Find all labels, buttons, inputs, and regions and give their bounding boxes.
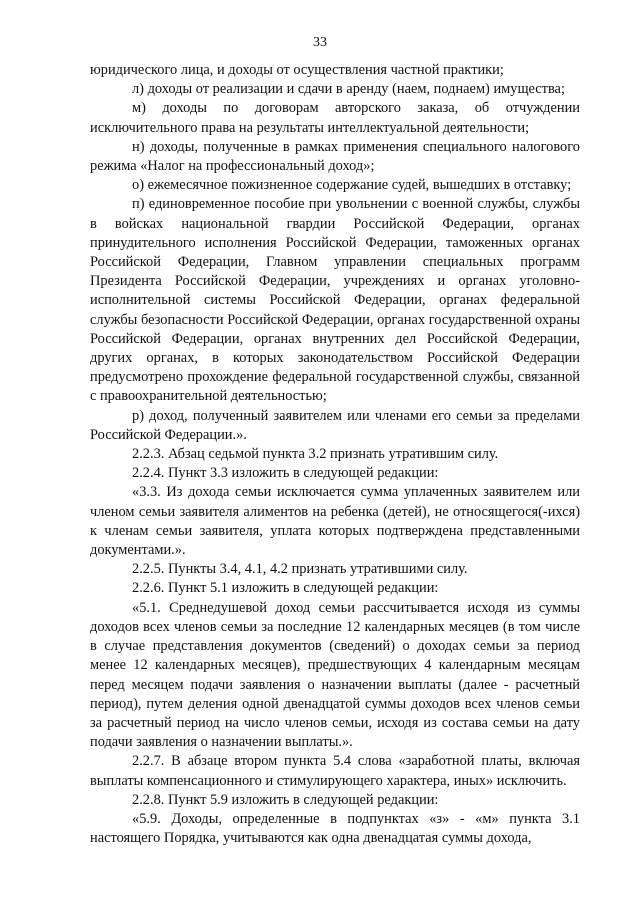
paragraph: юридического лица, и доходы от осуществления частной практики; [90, 62, 504, 78]
paragraph: 2.2.3. Абзац седьмой пункта 3.2 признать утратившим силу. [132, 446, 499, 463]
paragraph: м) доходы по договорам авторского заказа, об отчуждении исключительного права на результаты интеллектуальной деятельности; [90, 100, 580, 136]
paragraph: п) единовременное пособие при увольнении с военной службы, службы в войсках национальной гвардии Российской Федерации, органах принудительного исполнения Российской Федерации, таможенных органах Российской Федерации, Главном управлении специальных программ Президента Российской Федерации, учреждениях и органах уголовно-исполнительной системы Российской Федерации, органах федеральной службы безопасности Российской Федерации, органах государственной охраны Российской Федерации, органах внутренних дел Российской Федерации, других органах, в которых законодательством Российской Федерации предусмотрено прохождение федеральной государственной службы, связанной с правоохранительной деятельностью; [90, 196, 580, 405]
page-number: 33 [313, 35, 327, 50]
paragraph: «5.1. Среднедушевой доход семьи рассчитывается исходя из суммы доходов всех членов семьи за последние 12 календарных месяцев (в том числе в случае представления документов (сведений) о доходах семьи за период менее 12 календарных месяцев), предшествующих 4 календарным месяцам перед месяцем подачи заявления о назначении выплаты (далее - расчетный период), путем деления одной двенадцатой суммы доходов всех членов семьи за расчетный период на число членов семьи, исходя из состава семьи на дату подачи заявления о назначении выплаты.». [90, 599, 580, 751]
paragraph: «3.3. Из дохода семьи исключается сумма уплаченных заявителем или членом семьи заявителя алиментов на ребенка (детей), не относящегося(-ихся) к членам семьи заявителя, уплата которых подтверждена представленными документами.». [90, 484, 580, 559]
paragraph: 2.2.6. Пункт 5.1 изложить в следующей редакции: [132, 580, 439, 597]
paragraph: «5.9. Доходы, определенные в подпунктах «з» - «м» пункта 3.1 настоящего Порядка, учитываются как одна двенадцатая суммы дохода, [90, 810, 580, 847]
paragraph: л) доходы от реализации и сдачи в аренду (наем, поднаем) имущества; [132, 81, 565, 98]
paragraph: 2.2.8. Пункт 5.9 изложить в следующей редакции: [132, 791, 439, 808]
document-body [90, 61, 580, 848]
paragraph: н) доходы, полученные в рамках применения специального налогового режима «Налог на профессиональный доход»; [90, 138, 580, 175]
paragraph: о) ежемесячное пожизненное содержание судей, вышедших в отставку; [132, 177, 572, 194]
paragraph: 2.2.7. В абзаце втором пункта 5.4 слова «заработной платы, включая выплаты компенсационного и стимулирующего характера, иных» исключить. [90, 753, 580, 789]
paragraph: 2.2.5. Пункты 3.4, 4.1, 4.2 признать утратившими силу. [132, 561, 468, 578]
paragraph: 2.2.4. Пункт 3.3 изложить в следующей редакции: [132, 465, 439, 482]
paragraph: р) доход, полученный заявителем или членами его семьи за пределами Российской Федерации.». [90, 407, 580, 443]
